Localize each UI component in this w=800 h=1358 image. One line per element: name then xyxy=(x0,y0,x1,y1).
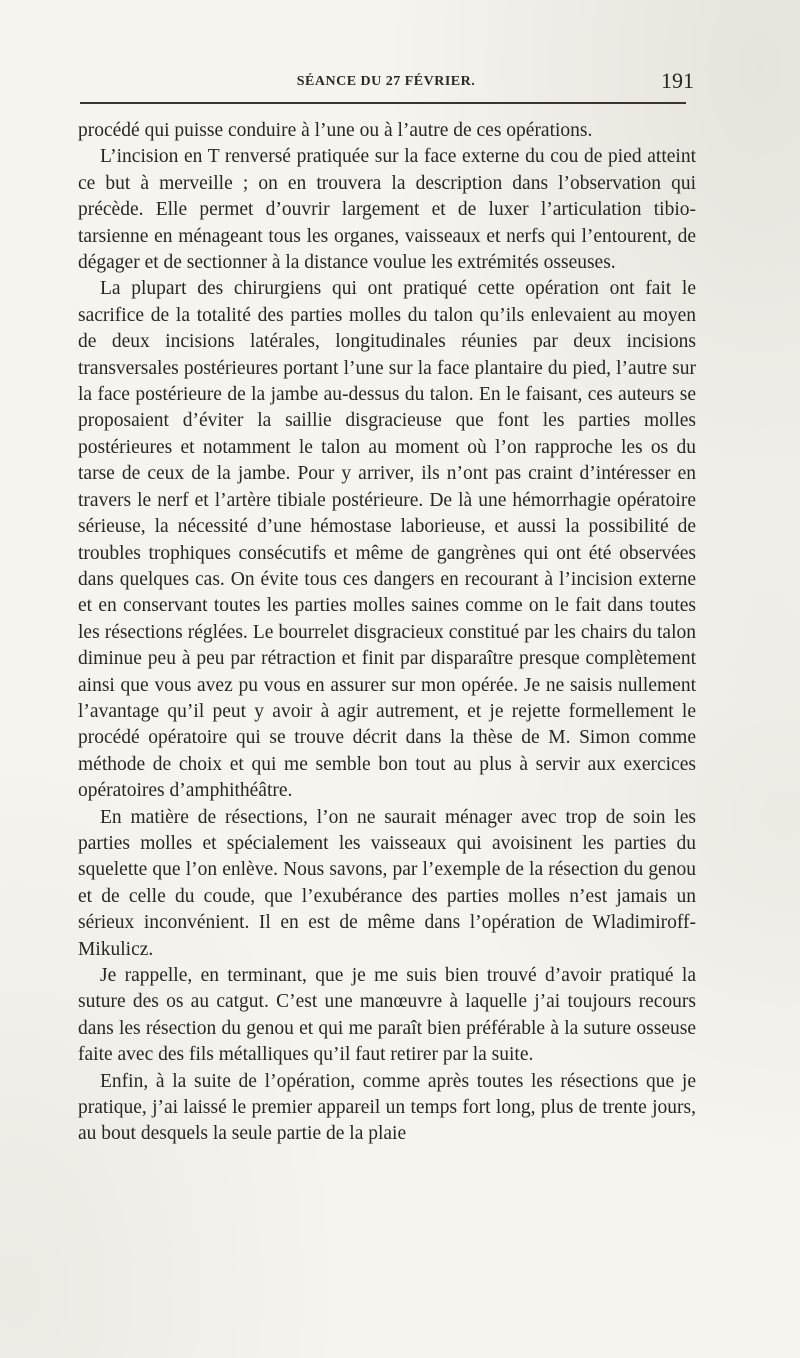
running-head: SÉANCE DU 27 FÉVRIER. xyxy=(296,74,476,89)
paragraph-resections: En matière de résections, l’on ne saurait ménager avec trop de soin les parties molles et spécialement les vaisseaux qui avoisinent les parties du squelette que l’on enlève. Nous savons, par l’exemple de la résection du genou et de celle du coude, que l’exubérance des parties molles n’est jamais un sérieux inconvénient. Il en est de même dans l’opération de Wladimiroff-Mikulicz. xyxy=(78,806,696,960)
paragraph-surgeons: La plupart des chirurgiens qui ont pratiqué cette opération ont fait le sacrifice de la totalité des parties molles du talon qu’ils enlevaient au moyen de deux incisions latérales, longitudinales réunies par deux incisions transversales postérieures portant l’une sur la face plantaire du pied, l’autre sur la face postérieure de la jambe au-dessus du talon. En le faisant, ces auteurs se proposaient d’éviter la saillie disgracieuse que font les parties molles postérieures et notamment le talon au moment où l’on rapproche les os du tarse de ceux de la jambe. Pour y arriver, ils n’ont pas craint d’intéresser en travers le nerf et l’artère tibiale postérieure. De là une hémorrhagie opératoire sérieuse, la nécessité d’une hémostase laborieuse, et aussi la possibilité de troubles trophiques consécutifs et même de gangrènes qui ont été observées dans quelques cas. On évite tous ces dangers en recourant à l’incision externe et en conservant toutes les parties molles saines comme on le fait dans toutes les résections réglées. Le bourrelet disgracieux constitué par les chairs du talon diminue peu à peu par rétraction et finit par disparaître presque complètement ainsi que vous avez pu vous en assurer sur mon opérée. Je ne saisis nullement l’avantage qu’il peut y avoir à agir autrement, et je rejette formellement le procédé opératoire qui se trouve décrit dans la thèse de M. Simon comme méthode de choix et qui me semble bon tout au plus à servir aux exercices opératoires d’amphithéâtre. xyxy=(78,278,696,802)
header-rule xyxy=(80,102,686,104)
body-text xyxy=(78,118,696,1148)
page-header xyxy=(78,68,694,102)
paragraph-continued: procédé qui puisse conduire à l’une ou à l’autre de ces opérations. xyxy=(78,120,593,141)
page-number: 191 xyxy=(661,68,694,93)
paragraph-final: Enfin, à la suite de l’opération, comme après toutes les résections que je pratique, j’ai laissé le premier appareil un temps fort long, plus de trente jours, au bout desquels la seule partie de la plaie xyxy=(78,1070,696,1145)
paragraph-incision: L’incision en T renversé pratiquée sur la face externe du cou de pied atteint ce but à merveille ; on en trouvera la description dans l’observation qui précède. Elle permet d’ouvrir largement et de luxer l’articulation tibio-tarsienne en ménageant tous les organes, vaisseaux et nerfs qui l’entourent, de dégager et de sectionner à la distance voulue les extrémités osseuses. xyxy=(78,146,696,274)
paragraph-suture: Je rappelle, en terminant, que je me suis bien trouvé d’avoir pratiqué la suture des os au catgut. C’est une manœuvre à laquelle j’ai toujours recours dans les résection du genou et qui me paraît bien préférable à la suture osseuse faite avec des fils métalliques qu’il faut retirer par la suite. xyxy=(78,965,696,1066)
